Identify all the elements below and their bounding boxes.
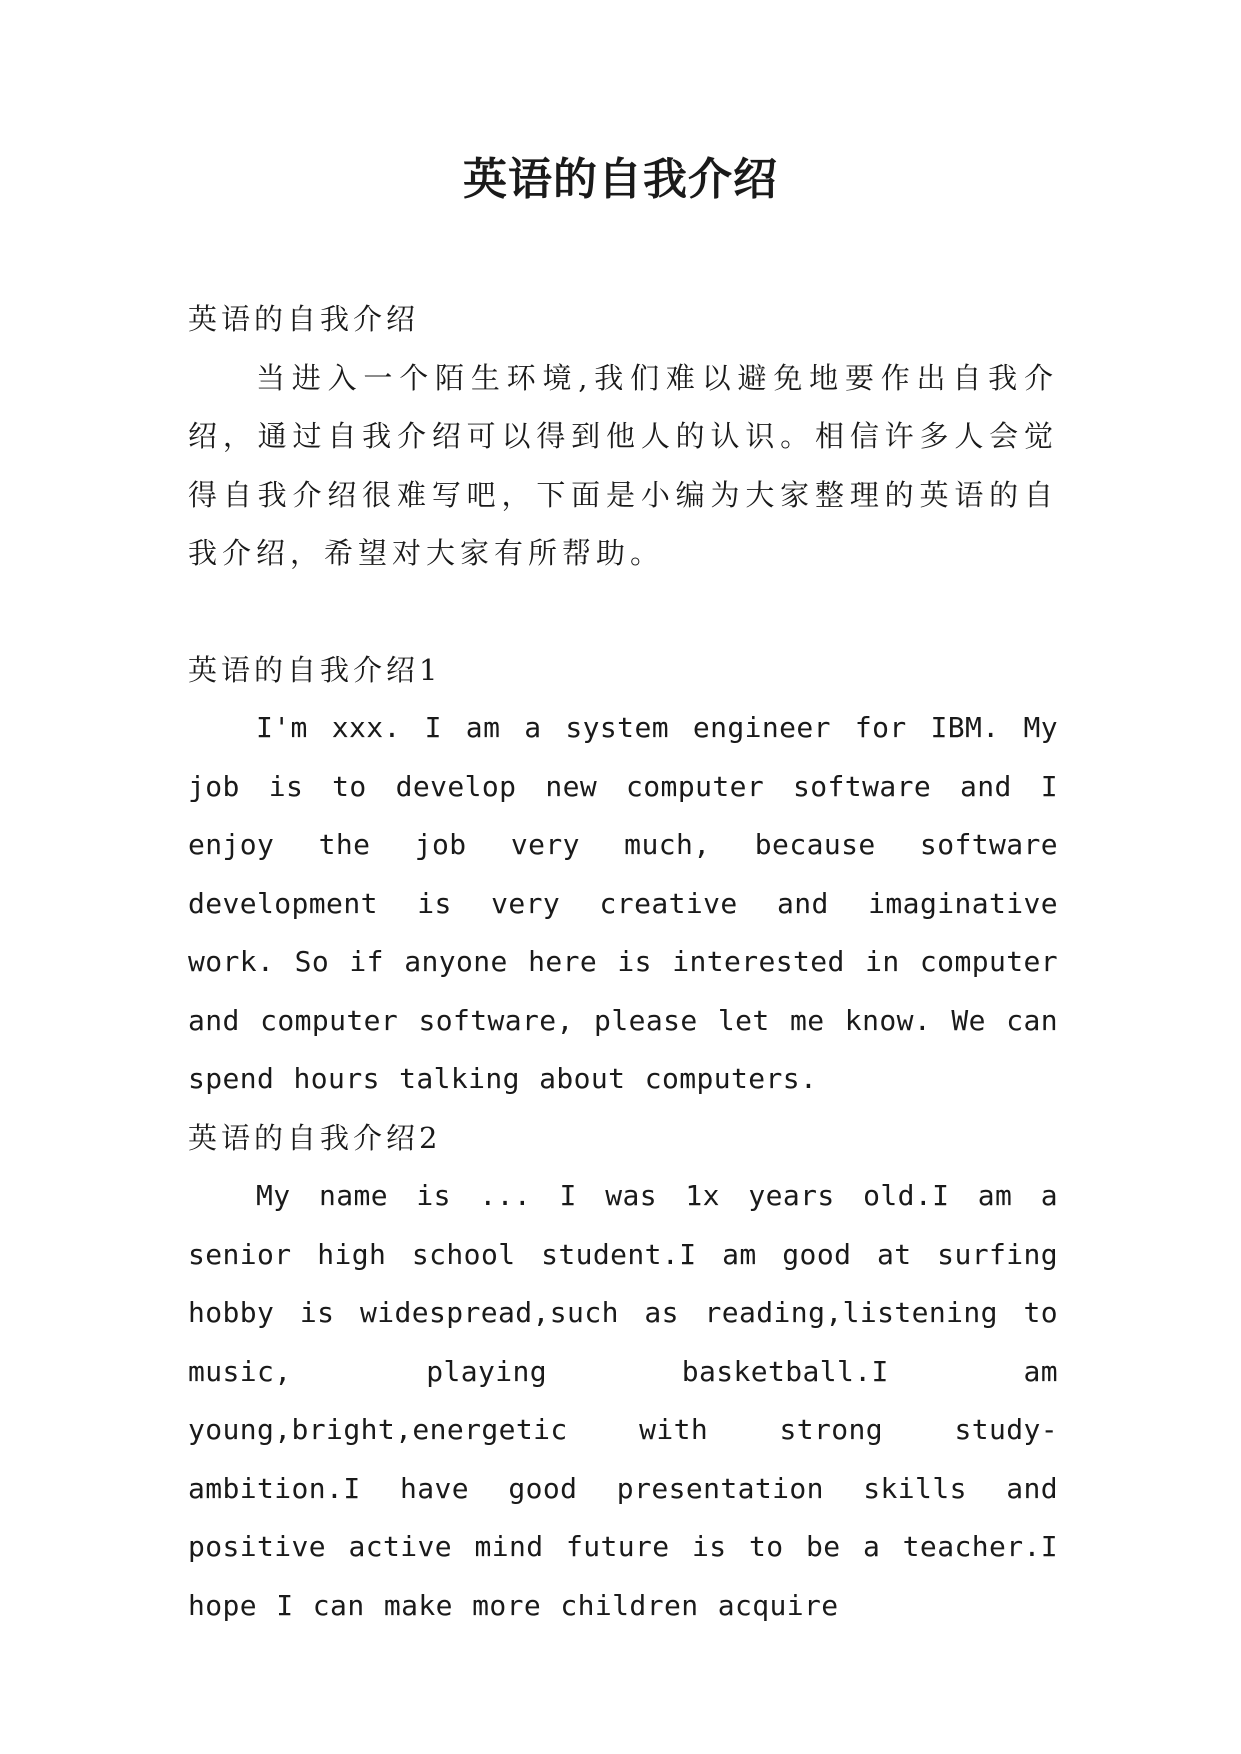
document-title: 英语的自我介绍 <box>463 154 778 205</box>
section-1-heading: 英语的自我介绍1 <box>188 652 442 687</box>
intro-paragraph: 当进入一个陌生环境,我们难以避免地要作出自我介绍，通过自我介绍可以得到他人的认识。相信许多人会觉得自我介绍很难写吧，下面是小编为大家整理的英语的自我介绍，希望对大家有所帮助。 <box>188 360 1058 570</box>
section-1-paragraph: I'm xxx. I am a system engineer for IBM. My job is to develop new computer software and I enjoy the job very much, because software development is very creative and imaginative work. So if anyone here is interested in computer and computer software, please let me know. We can spend hours talking about computers. <box>188 711 1058 1095</box>
intro-heading: 英语的自我介绍 <box>188 302 420 336</box>
section-spacer <box>188 583 1058 641</box>
section-2-heading: 英语的自我介绍2 <box>188 1120 442 1155</box>
section-2-paragraph: My name is ... I was 1x years old.I am a senior high school student.I am good at surfing hobby is widespread,such as reading,listening to music, playing basketball.I am young,bright,energetic with strong study-ambition.I have good presentation skills and positive active mind future is to be a teacher.I hope I can make more children acquire <box>188 1179 1058 1622</box>
document-body <box>188 290 1058 1635</box>
